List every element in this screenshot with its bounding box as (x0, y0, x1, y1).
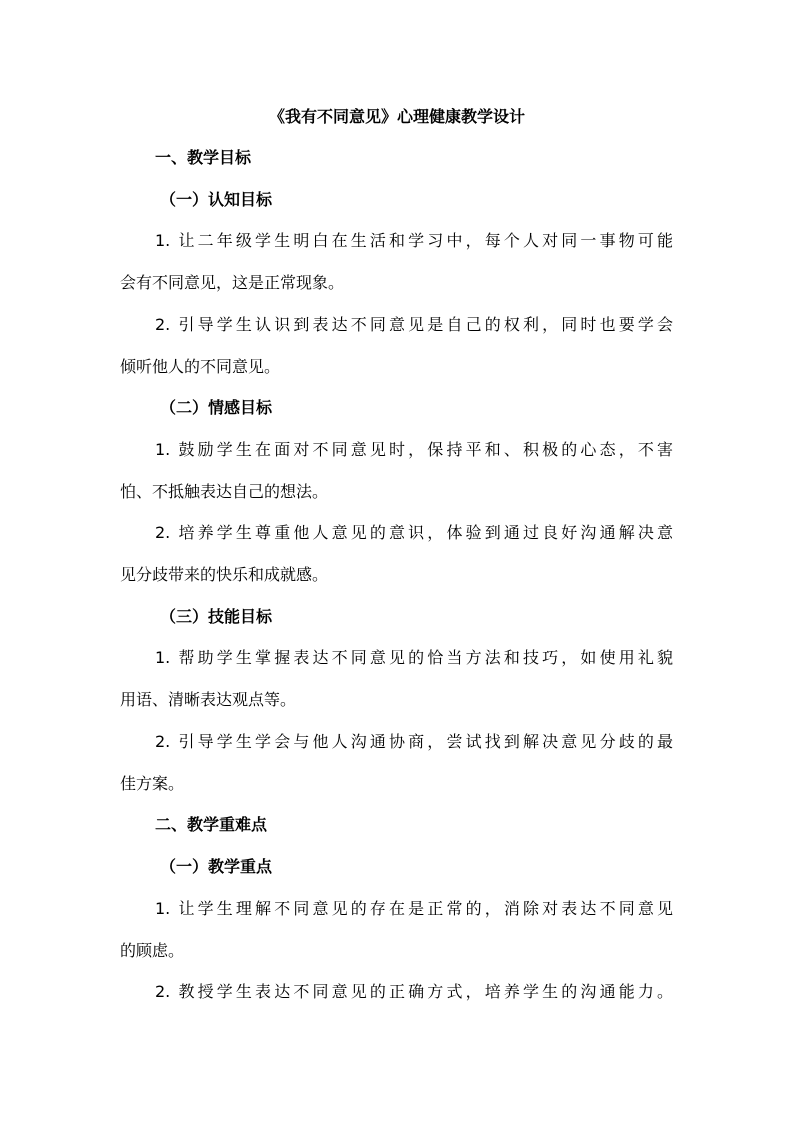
paragraph-line: 用语、清晰表达观点等。 (120, 690, 297, 709)
section-heading-teaching-goals: 一、教学目标 (155, 148, 252, 167)
document-title: 《我有不同意见》心理健康教学设计 (268, 107, 525, 126)
paragraph-line: 佳方案。 (120, 774, 185, 793)
subsection-heading-emotional: （二）情感目标 (160, 398, 273, 417)
paragraph-line: 1. 鼓励学生在面对不同意见时，保持平和、积极的心态，不害 (155, 440, 673, 459)
paragraph-line: 怕、不抵触表达自己的想法。 (120, 482, 329, 501)
paragraph-line: 见分歧带来的快乐和成就感。 (120, 565, 329, 584)
subsection-heading-teaching-focus: （一）教学重点 (160, 857, 273, 876)
paragraph-line: 2. 引导学生认识到表达不同意见是自己的权利，同时也要学会 (155, 315, 673, 334)
paragraph-line: 1. 帮助学生掌握表达不同意见的恰当方法和技巧，如使用礼貌 (155, 648, 673, 667)
paragraph-line: 会有不同意见，这是正常现象。 (120, 273, 345, 292)
paragraph-line: 倾听他人的不同意见。 (120, 357, 281, 376)
paragraph-line: 的顾虑。 (120, 941, 185, 960)
paragraph-line: 1. 让学生理解不同意见的存在是正常的，消除对表达不同意见 (155, 899, 673, 918)
paragraph-line: 2. 教授学生表达不同意见的正确方式，培养学生的沟通能力。 (155, 982, 673, 1001)
section-heading-key-points: 二、教学重难点 (155, 815, 268, 834)
subsection-heading-skills: （三）技能目标 (160, 607, 273, 626)
paragraph-line: 2. 引导学生学会与他人沟通协商，尝试找到解决意见分歧的最 (155, 732, 673, 751)
paragraph-line: 2. 培养学生尊重他人意见的意识，体验到通过良好沟通解决意 (155, 523, 673, 542)
subsection-heading-cognitive: （一）认知目标 (160, 190, 273, 209)
paragraph-line: 1. 让二年级学生明白在生活和学习中，每个人对同一事物可能 (155, 231, 673, 250)
